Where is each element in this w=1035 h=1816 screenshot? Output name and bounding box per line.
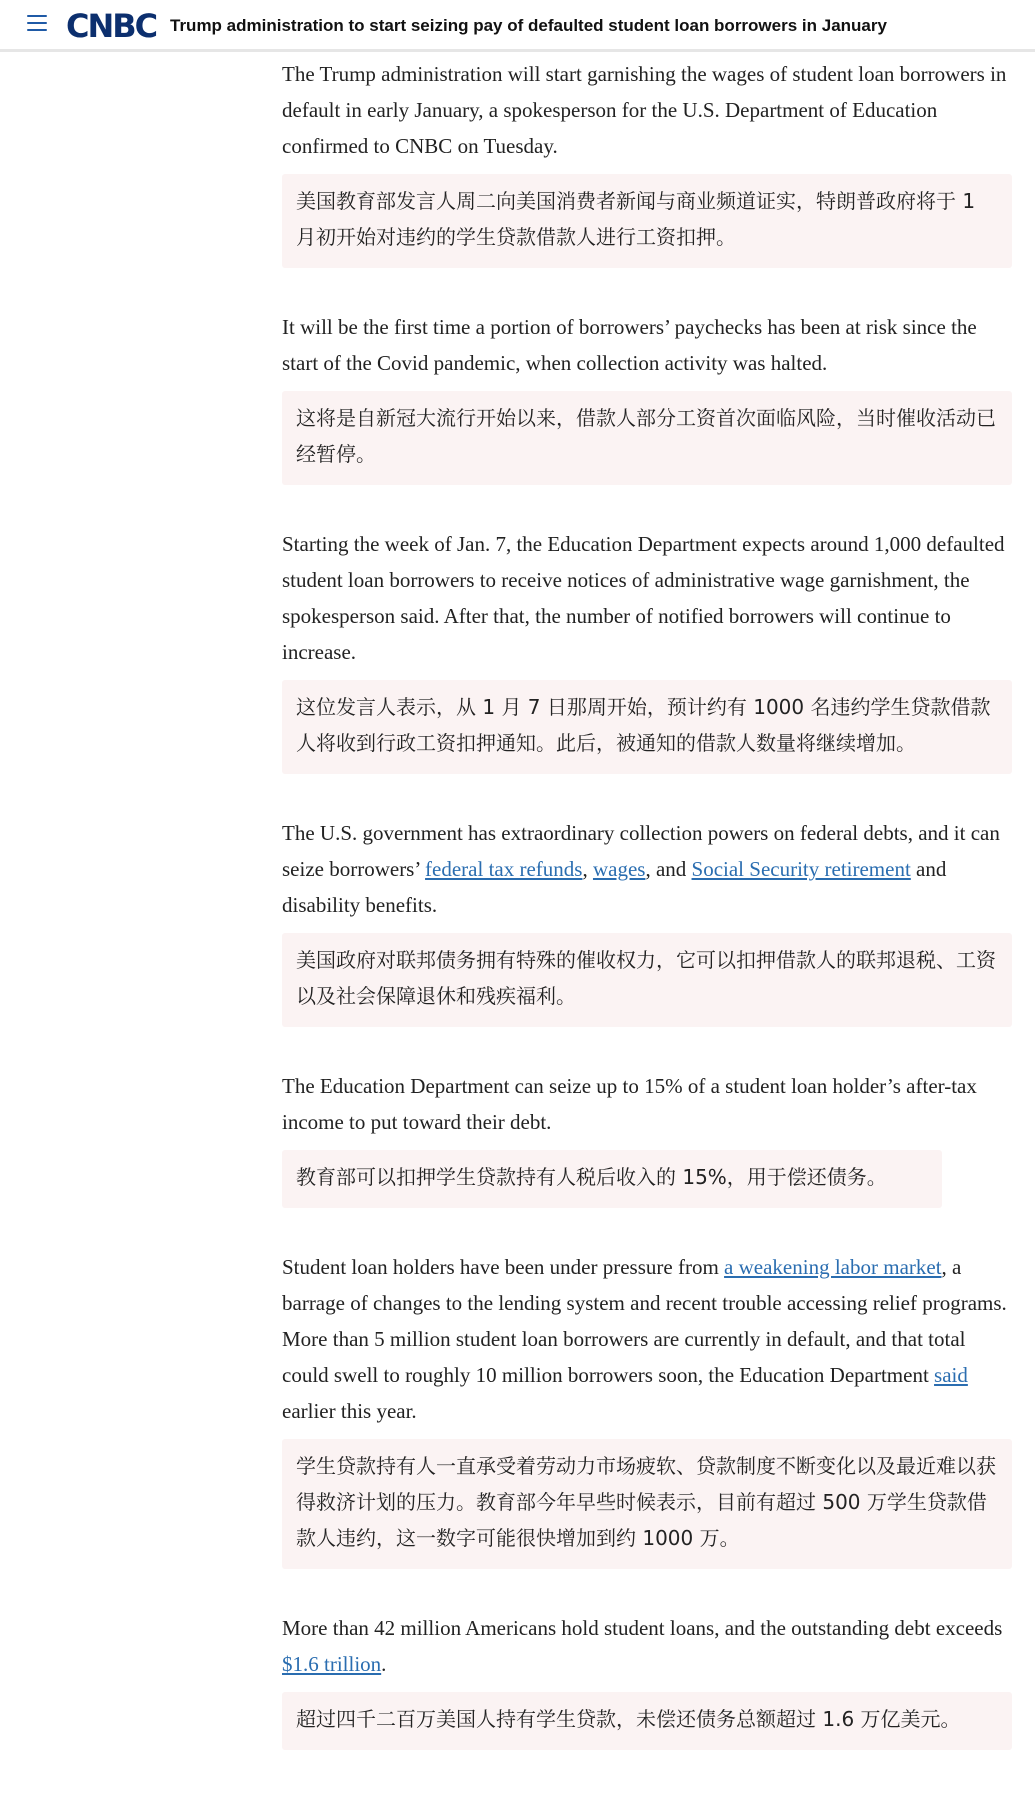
chinese-translation: 这位发言人表示，从 1 月 7 日那周开始，预计约有 1000 名违约学生贷款借款人将收到行政工资扣押通知。此后，被通知的借款人数量将继续增加。 (282, 680, 1012, 774)
text-segment: , (582, 857, 593, 881)
social-security-retirement-link[interactable]: Social Security retirement (691, 857, 911, 881)
paragraph-block-1 (282, 56, 1012, 268)
text-segment: Student loan holders have been under pressure from (282, 1255, 725, 1279)
text-segment: The U.S. government has extraordinary collection powers on federal debts, and it can seize borrowers’ (282, 821, 1000, 881)
paragraph-block-2 (282, 309, 1012, 485)
text-segment: and disability benefits. (282, 857, 947, 917)
english-paragraph: The Trump administration will start garnishing the wages of student loan borrowers in default in early January, a spokesperson for the U.S. Department of Education confirmed to CNBC on Tuesday. (282, 62, 1007, 158)
wages-link[interactable]: wages (592, 857, 646, 881)
chinese-translation: 学生贷款持有人一直承受着劳动力市场疲软、贷款制度不断变化以及最近难以获得救济计划的压力。教育部今年早些时候表示，目前有超过 500 万学生贷款借款人违约，这一数字可能很快增加到约 1000 万。 (282, 1439, 1012, 1569)
trillion-debt-link[interactable]: $1.6 trillion (282, 1652, 382, 1676)
text-segment: More than 42 million Americans hold student loans, and the outstanding debt exceeds (282, 1616, 1003, 1640)
text-segment: , a barrage of changes to the lending system and recent trouble accessing relief programs. More than 5 million student loan borrowers are currently in default, and that total could swell to roughly 10 million borrowers soon, the Education Department (282, 1255, 1007, 1387)
article-headline: Trump administration to start seizing pay of defaulted student loan borrowers in January (170, 16, 887, 35)
english-paragraph: The Education Department can seize up to 15% of a student loan holder’s after-tax income to put toward their debt. (282, 1074, 977, 1134)
hamburger-menu-icon[interactable] (27, 15, 47, 33)
weakening-labor-market-link[interactable]: a weakening labor market (724, 1255, 942, 1279)
chinese-translation: 美国教育部发言人周二向美国消费者新闻与商业频道证实，特朗普政府将于 1 月初开始对违约的学生贷款借款人进行工资扣押。 (282, 174, 1012, 268)
english-paragraph (282, 1249, 1012, 1429)
chinese-translation: 教育部可以扣押学生贷款持有人税后收入的 15%，用于偿还债务。 (282, 1150, 942, 1208)
english-paragraph (282, 1610, 1012, 1682)
said-link[interactable]: said (934, 1363, 968, 1387)
paragraph-block-7 (282, 1610, 1012, 1750)
paragraph-block-5 (282, 1068, 1012, 1208)
paragraph-block-6 (282, 1249, 1012, 1569)
paragraph-block-4 (282, 815, 1012, 1027)
top-header (0, 0, 1035, 52)
chinese-translation: 美国政府对联邦债务拥有特殊的催收权力，它可以扣押借款人的联邦退税、工资以及社会保障退休和残疾福利。 (282, 933, 1012, 1027)
text-segment: earlier this year. (282, 1399, 417, 1423)
text-segment: . (381, 1652, 387, 1676)
paragraph-block-3 (282, 526, 1012, 774)
chinese-translation: 超过四千二百万美国人持有学生贷款，未偿还债务总额超过 1.6 万亿美元。 (282, 1692, 1012, 1750)
text-segment: , and (645, 857, 692, 881)
english-paragraph (282, 815, 1012, 923)
federal-tax-refunds-link[interactable]: federal tax refunds (425, 857, 583, 881)
chinese-translation: 这将是自新冠大流行开始以来，借款人部分工资首次面临风险，当时催收活动已经暂停。 (282, 391, 1012, 485)
cnbc-logo[interactable]: CNBC (66, 7, 157, 45)
english-paragraph: Starting the week of Jan. 7, the Education Department expects around 1,000 defaulted student loan borrowers to receive notices of administrative wage garnishment, the spokesperson said. After that, the number of notified borrowers will continue to increase. (282, 532, 1005, 664)
english-paragraph: It will be the first time a portion of borrowers’ paychecks has been at risk since the start of the Covid pandemic, when collection activity was halted. (282, 315, 977, 375)
article-body (282, 56, 1012, 1791)
